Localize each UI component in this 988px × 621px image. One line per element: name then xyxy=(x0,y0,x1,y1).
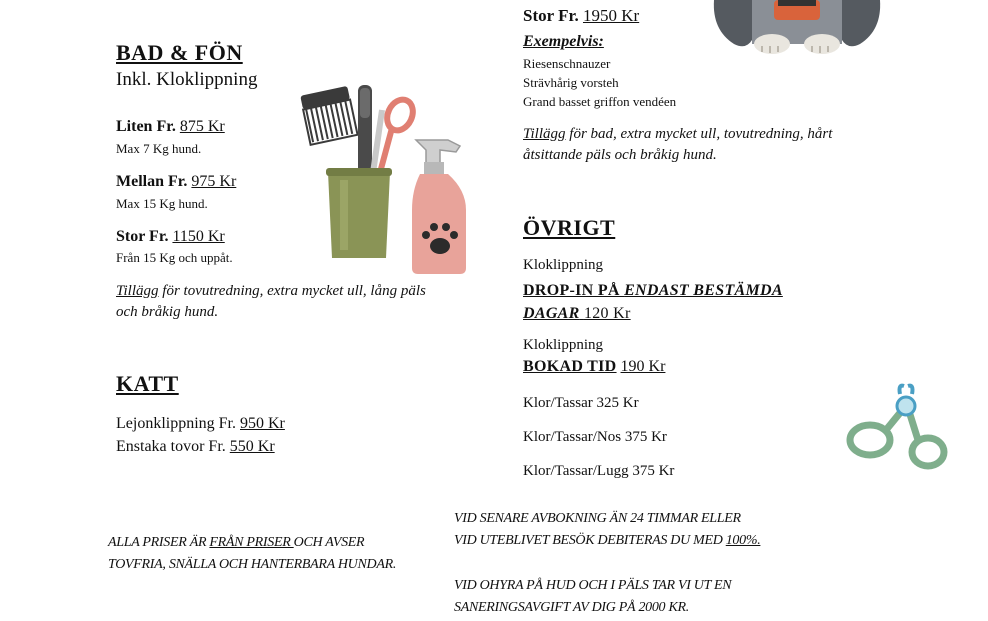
right-addon-line2: åtsittande päls och bråkig hund. xyxy=(523,147,717,163)
example-item: Strävhårig vorsteh xyxy=(523,75,619,90)
cat-lion-label: Lejonklippning Fr. xyxy=(116,415,236,432)
footer-right-bottom xyxy=(454,575,731,619)
footer-left-line2: TOVFRIA, SNÄLLA OCH HANTERBARA HUNDAR. xyxy=(108,557,397,572)
cat-single-label: Enstaka tovor Fr. xyxy=(116,438,226,455)
bath-small-row xyxy=(116,118,225,136)
bath-subtitle: Inkl. Kloklippning xyxy=(116,69,258,90)
other-item-3: Klor/Tassar/Lugg 375 Kr xyxy=(523,463,675,479)
right-large-label: Stor Fr. xyxy=(523,6,579,25)
booked-price: 190 Kr xyxy=(620,358,666,375)
grooming-tools-icon xyxy=(300,80,475,275)
bath-addon-line2: och bråkig hund. xyxy=(116,304,219,320)
other-item-1: Klor/Tassar 325 Kr xyxy=(523,395,639,411)
cat-single-price: 550 Kr xyxy=(229,438,275,455)
bath-medium-label: Mellan Fr. xyxy=(116,173,188,190)
footer-right-line3: VID OHYRA PÅ HUD OCH I PÄLS TAR VI UT EN xyxy=(454,578,732,593)
cat-lion-row xyxy=(116,412,285,435)
cat-title: KATT xyxy=(116,371,179,396)
bath-medium-price: 975 Kr xyxy=(191,173,237,190)
bath-addon-rest: för tovutredning, extra mycket ull, lång päls xyxy=(158,283,426,299)
dog-icon xyxy=(712,0,882,56)
example-item: Riesenschnauzer xyxy=(523,56,611,71)
dropin-pre: Kloklippning xyxy=(523,257,604,273)
bath-addon-word: Tillägg xyxy=(116,283,159,299)
right-addon-note xyxy=(523,124,903,166)
bath-large-note: Från 15 Kg och uppåt. xyxy=(116,250,233,265)
right-addon-rest: för bad, extra mycket ull, tovutredning, hårt xyxy=(565,126,833,142)
bath-large-label: Stor Fr. xyxy=(116,228,169,245)
booked-row xyxy=(523,358,665,376)
footer-right-line1: VID SENARE AVBOKNING ÄN 24 TIMMAR ELLER xyxy=(454,511,741,526)
bath-large-price: 1150 Kr xyxy=(172,228,225,245)
examples-list xyxy=(523,54,676,111)
dropin-c: DAGAR xyxy=(523,305,580,322)
footer-right-line4: SANERINGSAVGIFT AV DIG PÅ 2000 KR. xyxy=(454,600,689,615)
bath-small-note: Max 7 Kg hund. xyxy=(116,141,202,156)
bath-small-label: Liten Fr. xyxy=(116,118,176,135)
bath-large-row xyxy=(116,228,225,246)
bath-small-price: 875 Kr xyxy=(179,118,225,135)
nail-clipper-icon xyxy=(842,382,952,474)
right-large-row xyxy=(523,6,639,26)
right-addon-word: Tillägg xyxy=(523,126,566,142)
example-item: Grand basset griffon vendéen xyxy=(523,94,677,109)
footer-left xyxy=(108,532,396,576)
bath-medium-row xyxy=(116,173,236,191)
footer-left-b: OCH AVSER xyxy=(293,535,365,550)
dropin-b: ENDAST BESTÄMDA xyxy=(624,282,783,299)
dropin-label xyxy=(523,279,783,325)
cat-single-row xyxy=(116,435,275,458)
right-large-price: 1950 Kr xyxy=(582,6,640,25)
other-item-2: Klor/Tassar/Nos 375 Kr xyxy=(523,429,667,445)
examples-title: Exempelvis: xyxy=(523,33,604,50)
other-title: ÖVRIGT xyxy=(523,215,616,240)
footer-right-top xyxy=(454,508,760,552)
bath-medium-note: Max 15 Kg hund. xyxy=(116,196,208,211)
dropin-a: DROP-IN PÅ xyxy=(523,282,625,299)
dropin-price: 120 Kr xyxy=(583,305,631,322)
bath-title: BAD & FÖN xyxy=(116,40,243,65)
booked-label: BOKAD TID xyxy=(523,358,617,375)
cat-lion-price: 950 Kr xyxy=(240,415,285,432)
footer-left-u: FRÅN PRISER xyxy=(209,535,294,550)
booked-pre: Kloklippning xyxy=(523,337,604,353)
bath-addon-note xyxy=(116,281,486,323)
footer-left-a: ALLA PRISER ÄR xyxy=(108,535,210,550)
footer-right-line2a: VID UTEBLIVET BESÖK DEBITERAS DU MED xyxy=(454,533,726,548)
footer-right-line2u: 100%. xyxy=(725,533,761,548)
